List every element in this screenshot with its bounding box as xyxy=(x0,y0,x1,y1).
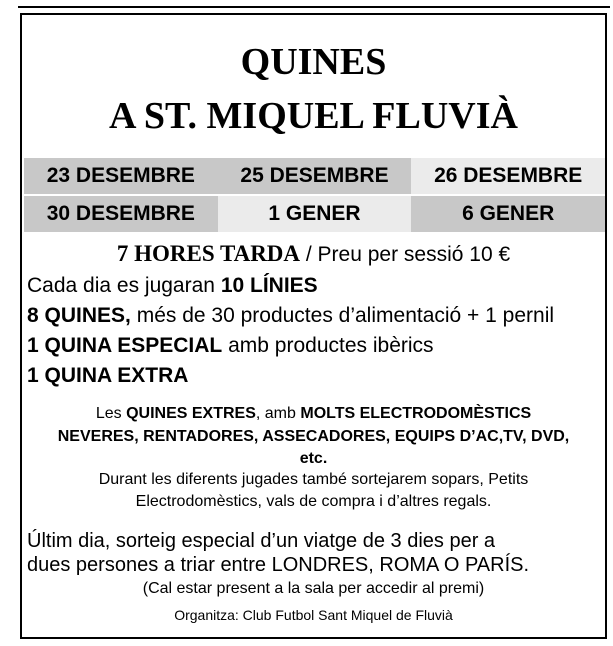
dates-row-2 xyxy=(24,196,605,232)
text: més de 30 productes d’alimentació + 1 pernil xyxy=(130,304,555,327)
date-cell: 26 DESEMBRE xyxy=(411,158,605,194)
extres-line-3 xyxy=(22,448,605,469)
poster xyxy=(20,13,607,639)
text-bold: 8 QUINES, xyxy=(27,304,131,327)
date-cell: 1 GENER xyxy=(218,196,412,232)
title-line-2: A ST. MIQUEL FLUVIÀ xyxy=(109,95,518,137)
text: Cada dia es jugaran xyxy=(27,274,221,297)
top-rule xyxy=(18,6,610,8)
text-bold: QUINES EXTRES xyxy=(126,405,256,422)
dates-row-1 xyxy=(24,158,605,194)
draws-line-1: Durant les diferents jugades també sortejarem sopars, Petits xyxy=(98,471,529,488)
date-cell: 6 GENER xyxy=(411,196,605,232)
draws-line-2: Electrodomèstics, vals de compra i d’altres regals. xyxy=(135,493,492,510)
text-bold: NEVERES, RENTADORES, ASSECADORES, EQUIPS D’AC,TV, DVD, xyxy=(57,428,570,445)
text: Les xyxy=(95,405,127,422)
title-line-1: QUINES xyxy=(240,41,387,83)
quina-especial xyxy=(27,333,434,359)
date-cell: 30 DESEMBRE xyxy=(24,196,218,232)
quines-count xyxy=(27,303,554,329)
organizer: Organitza: Club Futbol Sant Miquel de Fluvià xyxy=(174,607,453,623)
extres-line-2 xyxy=(22,426,605,447)
dates-table xyxy=(24,158,605,234)
text-bold: 1 QUINA EXTRA xyxy=(27,364,189,387)
text-bold: MOLTS ELECTRODOMÈSTICS xyxy=(300,405,532,422)
date-cell: 23 DESEMBRE xyxy=(24,158,218,194)
hours-label: 7 HORES TARDA xyxy=(116,241,301,266)
quina-extra xyxy=(27,363,188,389)
hours-price xyxy=(22,241,605,268)
text: , amb xyxy=(255,405,301,422)
lines-per-day xyxy=(27,273,318,299)
text: amb productes ibèrics xyxy=(222,334,434,357)
price-label: / Preu per sessió 10 € xyxy=(300,243,511,266)
last-day-note: (Cal estar present a la sala per accedir al premi) xyxy=(142,580,485,597)
last-day-line-1: Últim dia, sorteig especial d’un viatge de 3 dies per a xyxy=(27,530,496,552)
date-cell: 25 DESEMBRE xyxy=(218,158,412,194)
text-bold: etc. xyxy=(299,450,328,467)
extres-line-1 xyxy=(22,403,605,424)
text-bold: 1 QUINA ESPECIAL xyxy=(27,334,223,357)
last-day-line-2: dues persones a triar entre LONDRES, ROMA O PARÍS. xyxy=(27,554,530,576)
text-bold: 10 LÍNIES xyxy=(220,274,318,297)
